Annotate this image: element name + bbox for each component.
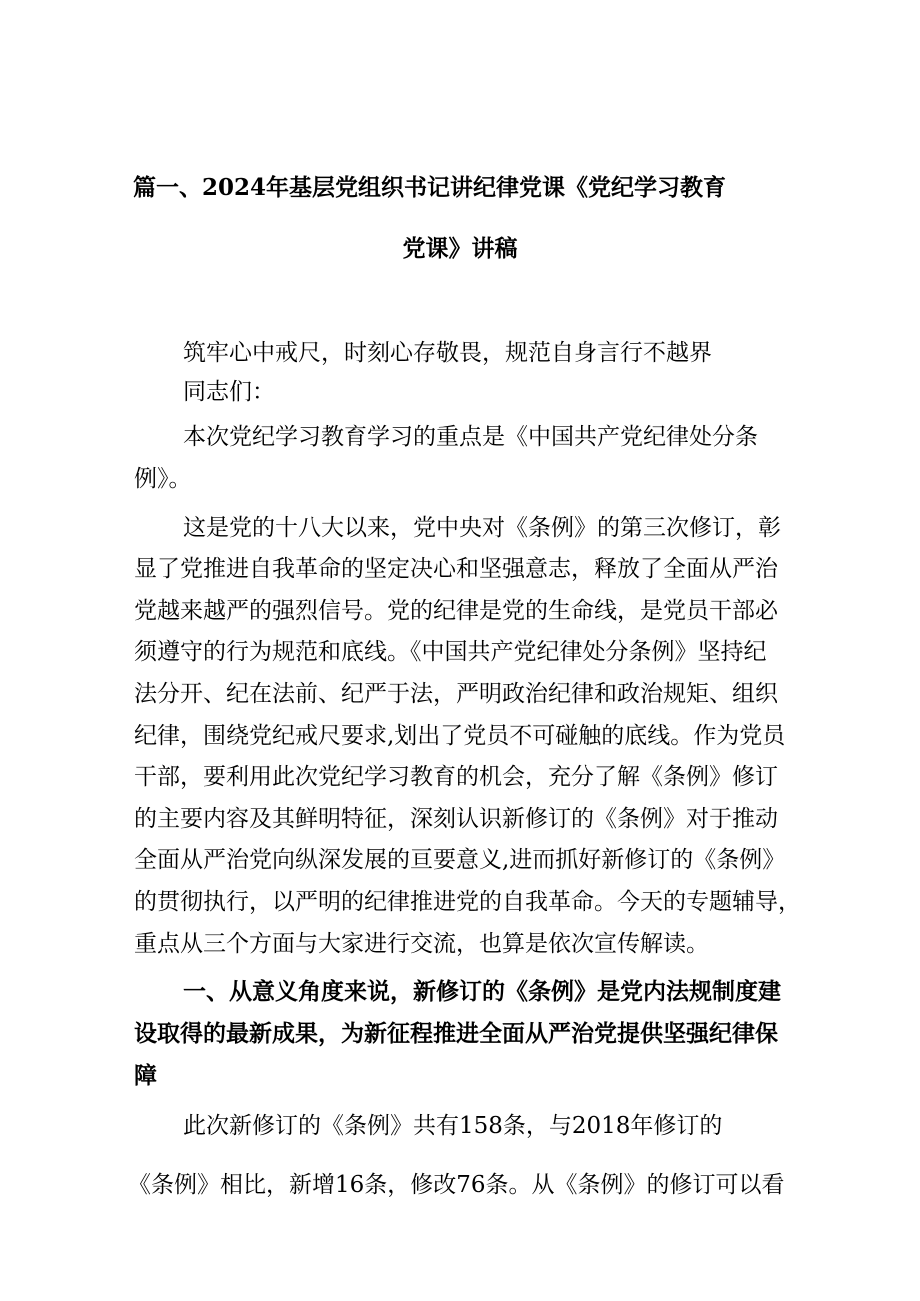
paragraph-1-line: 本次党纪学习教育学习的重点是《中国共产党纪律处分条 — [183, 424, 758, 450]
paragraph-2-line: 法分开、纪在法前、纪严于法，严明政治纪律和政治规矩、组织 — [134, 681, 778, 707]
section-heading-1-line: 设取得的最新成果，为新征程推进全面从严治党提供坚强纪律保 — [134, 1020, 778, 1047]
paragraph-2-line: 全面从严治党向纵深发展的亘要意义,进而抓好新修订的《条例》 — [134, 847, 786, 873]
paragraph-2-line: 党越来越严的强烈信号。党的纪律是党的生命线，是党员干部必 — [134, 598, 778, 624]
paragraph-1-line: 例》。 — [134, 466, 192, 492]
paragraph-2-line: 的贯彻执行，以严明的纪律推进党的自我革命。今天的专题辅导， — [134, 889, 801, 915]
paragraph-2-line: 显了党推进自我革命的坚定决心和坚强意志，释放了全面从严治 — [134, 556, 778, 582]
paragraph-2-line: 重点从三个方面与大家进行交流，也算是依次宣传解读。 — [134, 931, 709, 957]
section-heading-1-line: 一、从意义角度来说，新修订的《条例》是党内法规制度建 — [183, 978, 781, 1005]
paragraph-2-line: 干部，要利用此次党纪学习教育的机会，充分了解《条例》修订 — [134, 764, 778, 790]
document-title-line-2: 党课》讲稿 — [402, 235, 518, 262]
paragraph-3-line: 此次新修订的《条例》共有158条，与2018年修订的 — [183, 1113, 723, 1139]
paragraph-2-line: 纪律，围绕党纪戒尺要求,划出了党员不可碰触的底线。作为党员 — [134, 723, 786, 749]
paragraph-3-line: 《条例》相比，新增16条，修改76条。从《条例》的修订可以看 — [128, 1172, 785, 1198]
paragraph-2-line: 这是党的十八大以来，党中央对《条例》的第三次修订，彰 — [183, 515, 781, 541]
paragraph-2-line: 须遵守的行为规范和底线。《中国共产党纪律处分条例》坚持纪 — [134, 639, 767, 665]
section-heading-1-line: 障 — [134, 1062, 157, 1089]
subtitle: 筑牢心中戒尺，时刻心存敬畏，规范自身言行不越界 — [183, 340, 712, 366]
salutation: 同志们： — [183, 379, 275, 405]
document-title-line-1: 篇一、2024年基层党组织书记讲纪律党课《党纪学习教育 — [133, 174, 727, 201]
paragraph-2-line: 的主要内容及其鲜明特征，深刻认识新修订的《条例》对于推动 — [134, 806, 778, 832]
